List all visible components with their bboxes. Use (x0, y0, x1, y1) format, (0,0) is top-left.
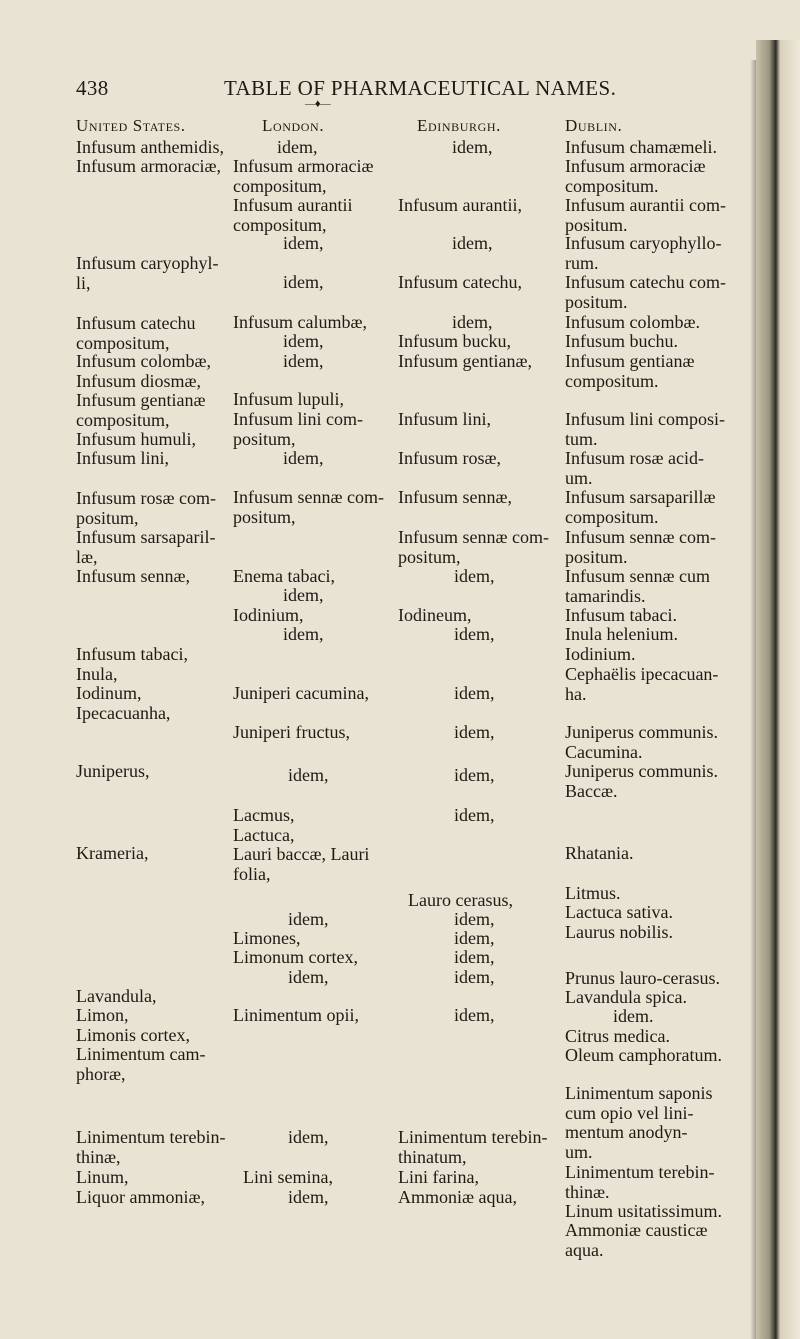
us-entry: Infusum sarsaparil- læ, (76, 527, 216, 567)
london-entry: Linimentum opii, (233, 1005, 359, 1025)
edinburgh-entry: Lauro cerasus, (408, 890, 513, 910)
london-entry: Lauri baccæ, Lauri folia, (233, 844, 370, 884)
dublin-entry: Iodinium. (565, 644, 636, 664)
london-entry: Lactuca, (233, 825, 295, 845)
dublin-entry: Infusum sennæ cum tamarindis. (565, 566, 710, 606)
us-entry: Infusum diosmæ, (76, 371, 202, 391)
london-entry: Infusum calumbæ, (233, 312, 367, 332)
edinburgh-entry: idem, (454, 722, 495, 742)
us-entry: Linum, (76, 1167, 129, 1187)
london-entry: idem, (288, 909, 329, 929)
dublin-entry: Juniperus communis. Cacumina. (565, 722, 718, 762)
dublin-entry: Infusum catechu com- positum. (565, 272, 726, 312)
column-heading-united-states: United States. (76, 116, 186, 135)
london-entry: idem, (288, 1187, 329, 1207)
edinburgh-entry: idem, (454, 566, 495, 586)
london-entry: Limonum cortex, (233, 947, 358, 967)
us-entry: Ipecacuanha, (76, 703, 171, 723)
london-entry: Limones, (233, 928, 301, 948)
dublin-entry: Infusum rosæ acid- um. (565, 448, 704, 488)
us-entry: Infusum tabaci, (76, 644, 188, 664)
london-entry: Enema tabaci, (233, 566, 335, 586)
us-entry: Linimentum terebin- thinæ, (76, 1127, 226, 1167)
facing-page-edge (756, 40, 800, 1339)
edinburgh-entry: idem, (454, 967, 495, 987)
dublin-entry: Laurus nobilis. (565, 922, 673, 942)
dublin-entry: Juniperus communis. Baccæ. (565, 761, 718, 801)
us-entry: Infusum caryophyl- li, (76, 253, 219, 293)
us-entry: Infusum lini, (76, 448, 169, 468)
us-entry: Infusum humuli, (76, 429, 196, 449)
london-entry: idem, (283, 272, 324, 292)
edinburgh-entry: idem, (452, 233, 493, 253)
london-entry: Infusum sennæ com- positum, (233, 487, 384, 527)
edinburgh-entry: idem, (454, 624, 495, 644)
edinburgh-entry: idem, (452, 137, 493, 157)
dublin-entry: Lavandula spica. (565, 987, 687, 1007)
us-entry: Limon, (76, 1005, 129, 1025)
dublin-entry: Infusum armoraciæ compositum. (565, 156, 706, 196)
london-entry: Infusum lupuli, (233, 389, 344, 409)
edinburgh-entry: Infusum bucku, (398, 331, 511, 351)
edinburgh-entry: Infusum gentianæ, (398, 351, 532, 371)
dublin-entry: Infusum tabaci. (565, 605, 677, 625)
edinburgh-entry: Infusum lini, (398, 409, 491, 429)
dublin-entry: Rhatania. (565, 843, 634, 863)
edinburgh-entry: idem, (452, 312, 493, 332)
dublin-entry: Litmus. (565, 883, 621, 903)
london-entry: Infusum aurantii compositum, (233, 195, 353, 235)
dublin-entry: Cephaëlis ipecacuan- ha. (565, 664, 719, 704)
edinburgh-entry: Infusum rosæ, (398, 448, 501, 468)
column-heading-dublin: Dublin. (565, 116, 623, 135)
us-entry: Inula, (76, 664, 118, 684)
us-entry: Infusum sennæ, (76, 566, 190, 586)
dublin-entry: Infusum colombæ. (565, 312, 700, 332)
us-entry: Juniperus, (76, 761, 150, 781)
edinburgh-entry: Iodineum, (398, 605, 472, 625)
us-entry: Infusum colombæ, (76, 351, 211, 371)
london-entry: idem, (283, 351, 324, 371)
us-entry: Infusum catechu compositum, (76, 313, 196, 353)
edinburgh-entry: idem, (454, 765, 495, 785)
edinburgh-entry: idem, (454, 947, 495, 967)
london-entry: Infusum lini com- positum, (233, 409, 363, 449)
dublin-entry: Infusum gentianæ compositum. (565, 351, 695, 391)
london-entry: Infusum armoraciæ compositum, (233, 156, 374, 196)
edinburgh-entry: idem, (454, 928, 495, 948)
us-entry: Liquor ammoniæ, (76, 1187, 205, 1207)
london-entry: Juniperi fructus, (233, 722, 350, 742)
column-heading-london: London. (262, 116, 325, 135)
london-entry: Iodinium, (233, 605, 304, 625)
dublin-entry: Ammoniæ causticæ aqua. (565, 1220, 708, 1260)
dublin-entry: Linimentum terebin- thinæ. (565, 1162, 715, 1202)
london-entry: Lacmus, (233, 805, 295, 825)
london-entry: idem, (283, 331, 324, 351)
us-entry: Iodinum, (76, 683, 142, 703)
us-entry: Linimentum cam- phoræ, (76, 1044, 206, 1084)
edinburgh-entry: idem, (454, 683, 495, 703)
dublin-entry: idem. (613, 1006, 654, 1026)
us-entry: Infusum gentianæ compositum, (76, 390, 206, 430)
edinburgh-entry: Infusum sennæ, (398, 487, 512, 507)
london-entry: idem, (277, 137, 318, 157)
page-number: 438 (76, 76, 109, 100)
edinburgh-entry: idem, (454, 909, 495, 929)
dublin-entry: Infusum sarsaparillæ compositum. (565, 487, 716, 527)
dublin-entry: Infusum lini composi- tum. (565, 409, 725, 449)
edinburgh-entry: idem, (454, 1005, 495, 1025)
dublin-entry: Oleum camphoratum. (565, 1045, 722, 1065)
us-entry: Infusum rosæ com- positum, (76, 488, 216, 528)
dublin-entry: Lactuca sativa. (565, 902, 673, 922)
edinburgh-entry: Infusum catechu, (398, 272, 522, 292)
dublin-entry: Linum usitatissimum. (565, 1201, 723, 1221)
london-entry: idem, (283, 233, 324, 253)
london-entry: idem, (288, 967, 329, 987)
london-entry: idem, (283, 448, 324, 468)
dublin-entry: Infusum chamæmeli. (565, 137, 717, 157)
dublin-entry: Infusum aurantii com- positum. (565, 195, 726, 235)
dublin-entry: Prunus lauro-cerasus. (565, 968, 720, 988)
running-title: TABLE OF PHARMACEUTICAL NAMES. (224, 76, 617, 100)
london-entry: idem, (283, 624, 324, 644)
us-entry: Lavandula, (76, 986, 157, 1006)
dublin-entry: Infusum sennæ com- positum. (565, 527, 716, 567)
us-entry: Krameria, (76, 843, 149, 863)
london-entry: Lini semina, (243, 1167, 333, 1187)
edinburgh-entry: Lini farina, (398, 1167, 479, 1187)
dublin-entry: Inula helenium. (565, 624, 678, 644)
dublin-entry: Infusum caryophyllo- rum. (565, 233, 722, 273)
edinburgh-entry: idem, (454, 805, 495, 825)
us-entry: Infusum anthemidis, (76, 137, 224, 157)
us-entry: Limonis cortex, (76, 1025, 190, 1045)
london-entry: idem, (288, 765, 329, 785)
dublin-entry: Linimentum saponis cum opio vel lini- mentum anodyn- um. (565, 1083, 713, 1162)
edinburgh-entry: Linimentum terebin- thinatum, (398, 1127, 548, 1167)
header-ornament: —♦— (305, 98, 330, 110)
london-entry: Juniperi cacumina, (233, 683, 369, 703)
edinburgh-entry: Ammoniæ aqua, (398, 1187, 517, 1207)
dublin-entry: Infusum buchu. (565, 331, 678, 351)
edinburgh-entry: Infusum sennæ com- positum, (398, 527, 549, 567)
edinburgh-entry: Infusum aurantii, (398, 195, 522, 215)
london-entry: idem, (283, 585, 324, 605)
london-entry: idem, (288, 1127, 329, 1147)
us-entry: Infusum armoraciæ, (76, 156, 221, 176)
dublin-entry: Citrus medica. (565, 1026, 670, 1046)
column-heading-edinburgh: Edinburgh. (417, 116, 501, 135)
